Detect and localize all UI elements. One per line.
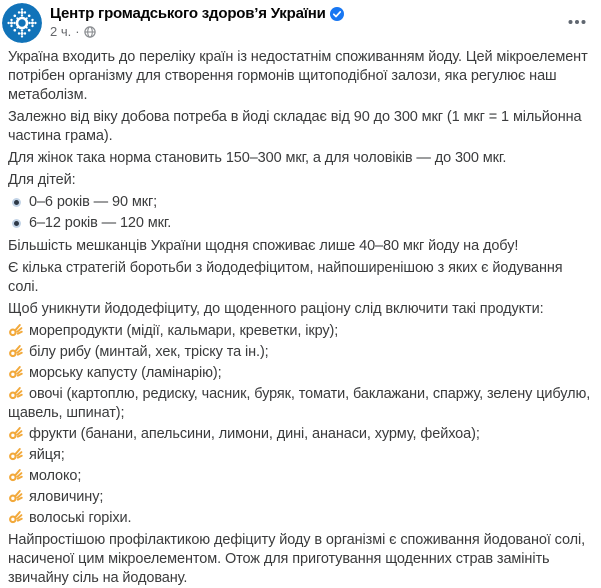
product-list-item [8,425,593,444]
children-list-item [8,214,593,233]
ok-hand-emoji [8,488,23,503]
list-item-text: 0–6 років — 90 мкг; [29,194,158,210]
list-item-text: яйця; [29,447,65,463]
product-list-item [8,322,593,341]
list-item-text: білу рибу (минтай, хек, тріску та ін.); [29,344,269,360]
post-content [0,46,601,588]
product-list-item [8,446,593,465]
post-paragraph-women-men: Для жінок така норма становить 150–300 мкг, а для чоловіків — до 300 мкг. [8,150,507,166]
meta-separator: · [75,24,80,39]
ok-hand-emoji [8,425,23,440]
header-text [50,3,593,39]
post-options-button[interactable] [563,10,591,34]
post-timestamp[interactable]: 2 ч. [50,24,72,39]
black-circle-emoji [12,198,21,207]
ok-hand-emoji [8,364,23,379]
post-paragraph-intro: Україна входить до переліку країн із недостатнім споживанням йоду. Цей мікроелемент потрібен організму для створення гормонів щитоподібної залози, яка регулює наш метаболізм. [8,49,588,103]
post-paragraph-daily-need: Залежно від віку добова потреба в йоді складає від 90 до 300 мкг (1 мкг = 1 мільйонна частина грама). [8,109,582,144]
ok-hand-emoji [8,322,23,337]
globe-privacy-icon [84,26,96,38]
post-header [0,0,601,46]
ok-hand-emoji [8,385,23,400]
black-circle-emoji [12,219,21,228]
post-paragraph-most-residents: Більшість мешканців України щодня споживає лише 40–80 мкг йоду на добу! [8,238,519,254]
post-paragraph-conclusion: Найпростішою профілактикою дефіциту йоду в організмі є споживання йодованої солі, насиченої цим мікроелементом. Отож для приготування щоденних страв замініть звичайну сіль на йодовану. [8,532,586,586]
ok-hand-emoji [8,509,23,524]
page-name-link[interactable]: Центр громадського здоров’я України [50,5,326,22]
ellipsis-icon [567,12,587,32]
page-avatar[interactable] [2,3,42,43]
product-list-item [8,509,593,528]
post-meta [50,24,593,39]
list-item-text: яловичину; [29,489,104,505]
ok-hand-emoji [8,446,23,461]
verified-badge-icon [330,7,344,21]
list-item-text: морепродукти (мідії, кальмари, креветки, ікру); [29,323,339,339]
list-item-text: 6–12 років — 120 мкг. [29,215,172,231]
ok-hand-emoji [8,467,23,482]
ok-hand-emoji [8,343,23,358]
product-list-item [8,488,593,507]
list-item-text: волоські горіхи. [29,510,132,526]
product-list-item [8,467,593,486]
children-list-item [8,193,593,212]
product-list-item [8,385,593,423]
post-paragraph-include-products: Щоб уникнути йододефіциту, до щоденного раціону слід включити такі продукти: [8,301,544,317]
list-item-text: фрукти (банани, апельсини, лимони, дині, ананаси, хурму, фейхоа); [29,426,480,442]
post-paragraph-children-heading: Для дітей: [8,172,76,188]
list-item-text: молоко; [29,468,82,484]
phc-logo-icon [2,3,42,43]
post-paragraph-strategies: Є кілька стратегій боротьби з йододефіцитом, найпоширенішою з яких є йодування солі. [8,260,563,295]
list-item-text: морську капусту (ламінарію); [29,365,222,381]
product-list-item [8,343,593,362]
product-list-item [8,364,593,383]
list-item-text: овочі (картоплю, редиску, часник, буряк, томати, баклажани, спаржу, зелену цибулю, щавель, шпинат); [8,386,591,421]
